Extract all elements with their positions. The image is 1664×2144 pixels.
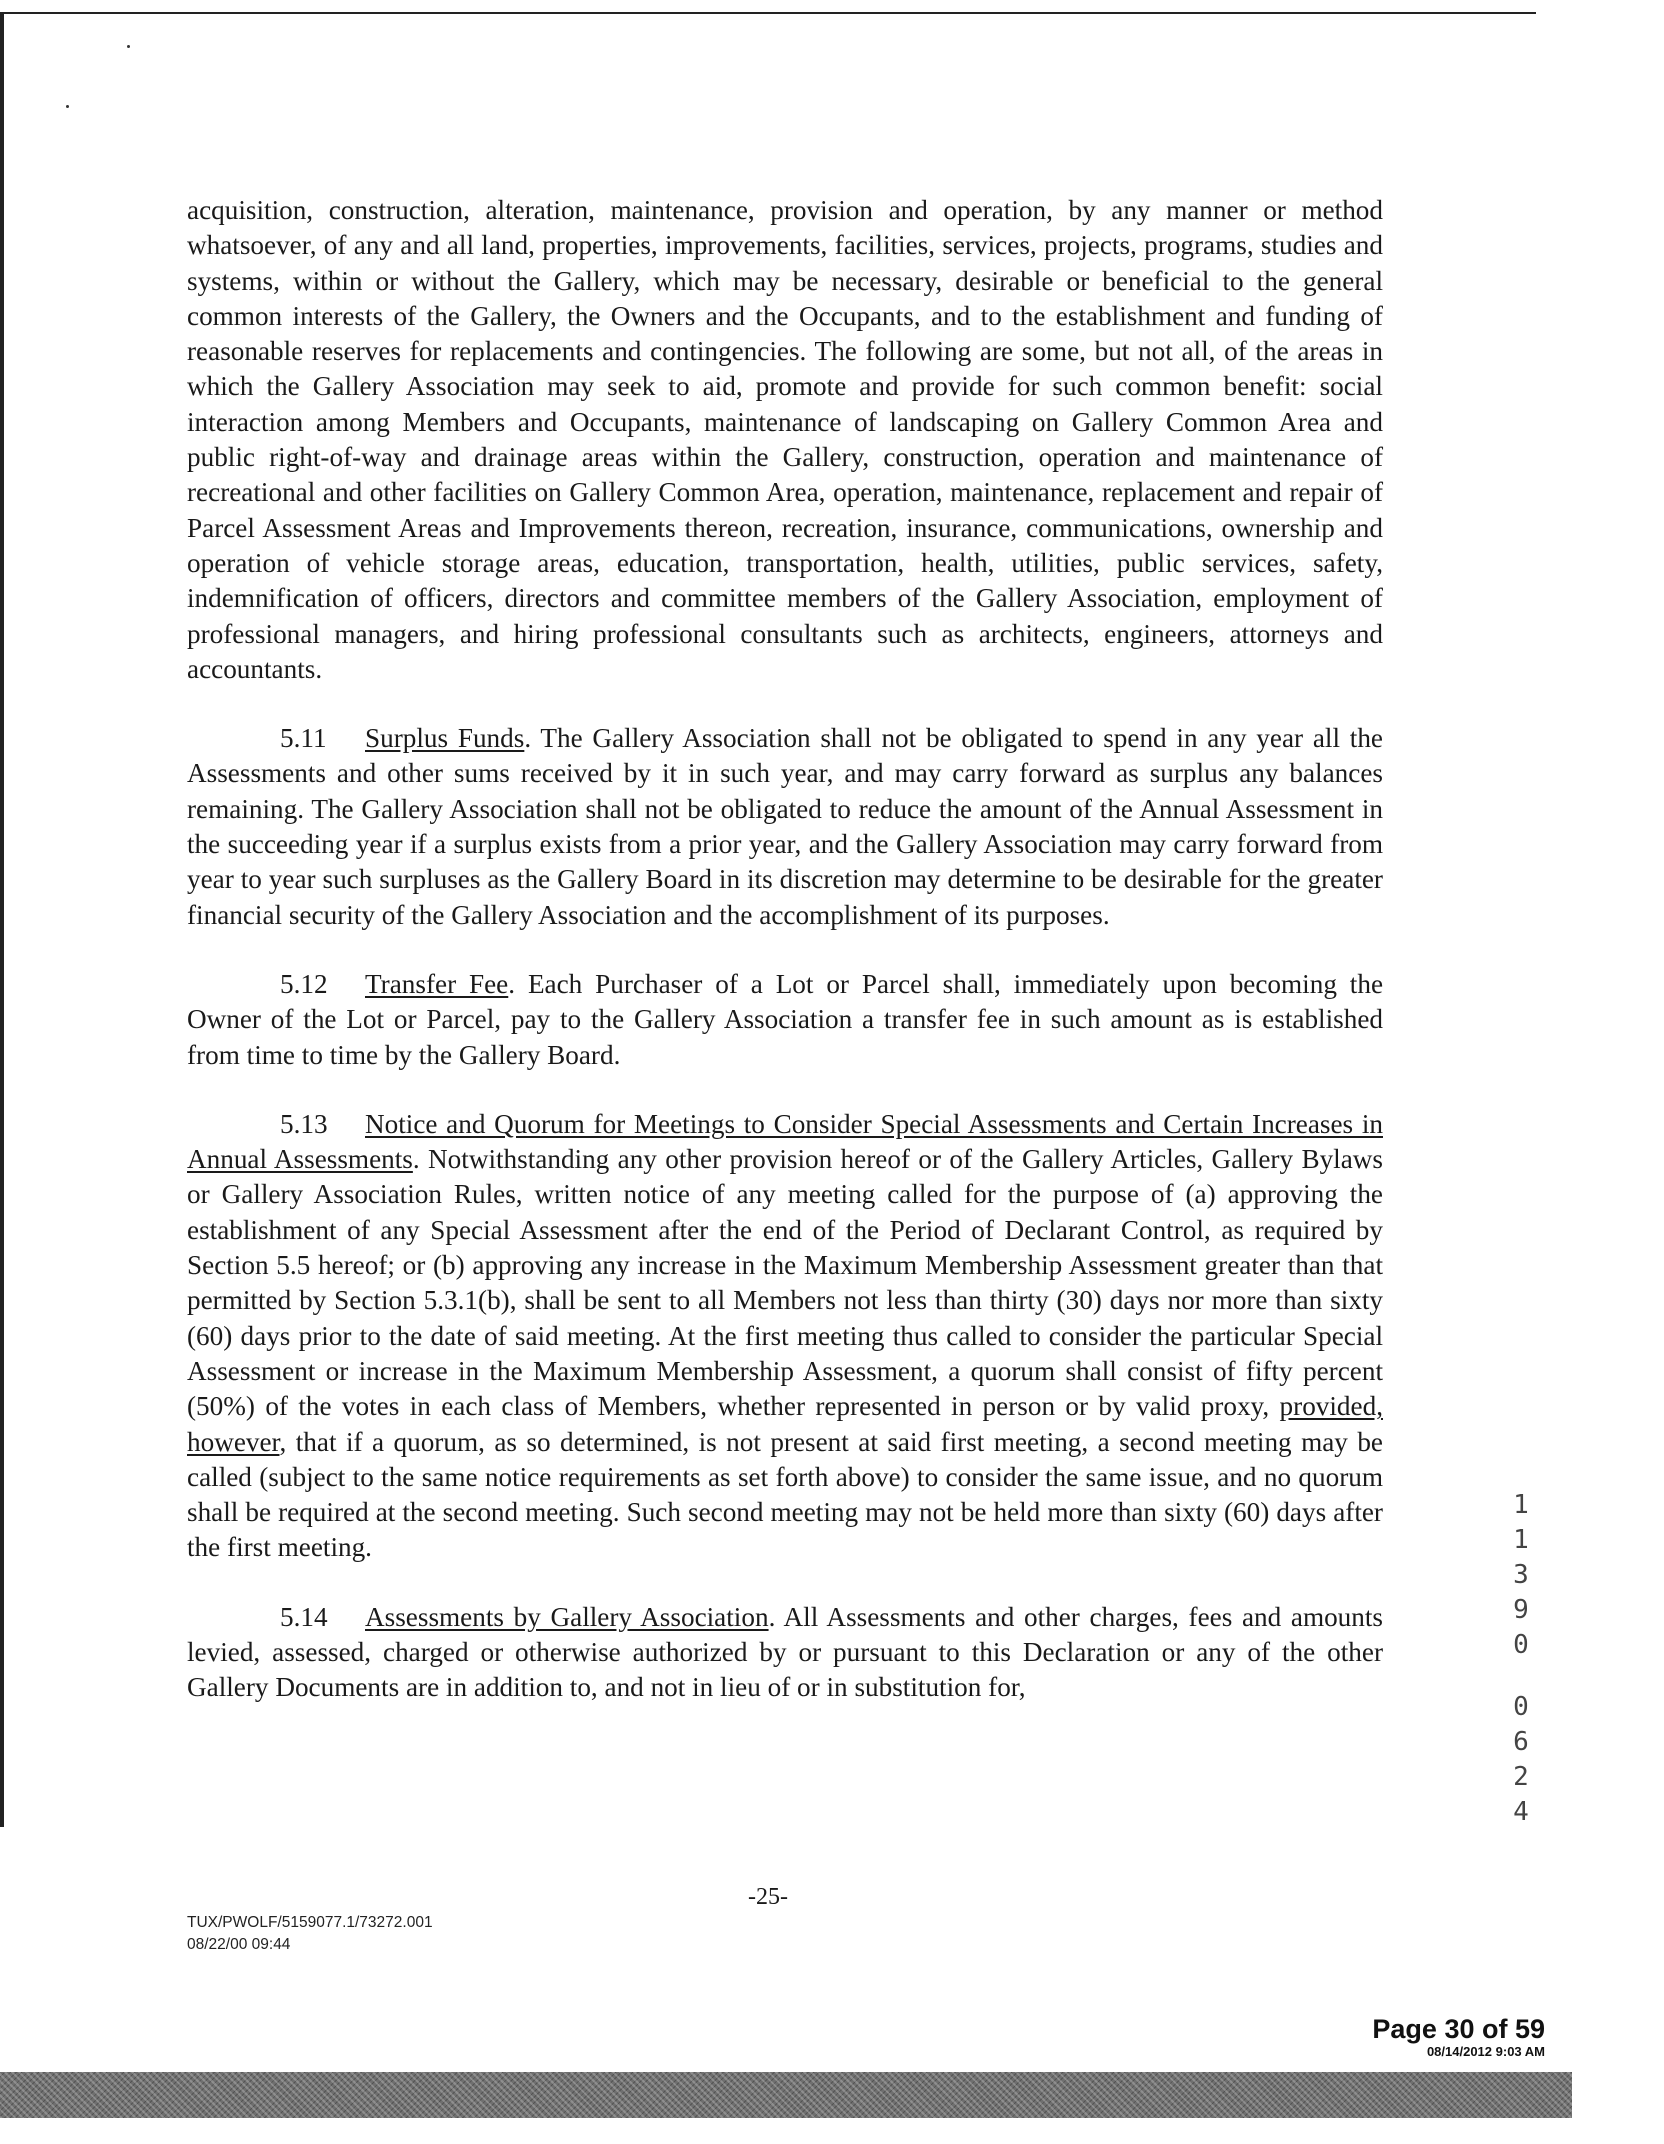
- print-timestamp: 08/14/2012 9:03 AM: [1426, 2044, 1545, 2059]
- section-title: Assessments by Gallery Association: [365, 1601, 769, 1632]
- stamp-digit: 4: [1513, 1797, 1529, 1827]
- stamp-digit: 9: [1513, 1595, 1529, 1625]
- stamp-digit: 2: [1513, 1762, 1529, 1792]
- scan-speck: [127, 45, 130, 48]
- section-5-11: [187, 721, 1383, 933]
- section-text: . All Assessments and other charges, fees and amounts levied, assessed, charged or otherwise authorized by or pursuant to this Declaration or any of the other Gallery Documents are in addition to, and not in lieu of or in substitution for,: [187, 1601, 1384, 1703]
- section-number: 5.11: [280, 723, 327, 754]
- page-number: -25-: [748, 1884, 788, 1910]
- section-text: . Each Purchaser of a Lot or Parcel shall, immediately upon becoming the Owner of the Lot or Parcel, pay to the Gallery Association a transfer fee in such amount as is established from time to time by the Gallery Board.: [187, 968, 1384, 1070]
- stamp-digit: 0: [1513, 1630, 1529, 1660]
- section-title: Transfer Fee: [365, 968, 509, 999]
- paragraph-continuation: acquisition, construction, alteration, maintenance, provision and operation, by any manner or method whatsoever, of any and all land, properties, improvements, facilities, services, projects, programs, studies and systems, within or without the Gallery, which may be necessary, desirable or beneficial to the general common interests of the Gallery, the Owners and the Occupants, and to the establishment and funding of reasonable reserves for replacements and contingencies. The following are some, but not all, of the areas in which the Gallery Association may seek to aid, promote and provide for such common benefit: social interaction among Members and Occupants, maintenance of landscaping on Gallery Common Area and public right-of-way and drainage areas within the Gallery, construction, operation and maintenance of recreational and other facilities on Gallery Common Area, operation, maintenance, replacement and repair of Parcel Assessment Areas and Improvements thereon, recreation, insurance, communications, ownership and operation of vehicle storage areas, education, transportation, health, utilities, public services, safety, indemnification of officers, directors and committee members of the Gallery Association, employment of professional managers, and hiring professional consultants such as architects, engineers, attorneys and accountants.: [187, 195, 1383, 684]
- section-5-14: [187, 1600, 1383, 1706]
- document-body: [187, 193, 1383, 1740]
- scan-frame-left: [0, 12, 4, 1827]
- page-counter: [1372, 2014, 1545, 2060]
- stamp-digit: 3: [1513, 1560, 1529, 1590]
- section-5-13: [187, 1107, 1383, 1566]
- document-id: [187, 1912, 433, 1956]
- stamp-digit: 1: [1513, 1525, 1529, 1555]
- section-text-continued: , that if a quorum, as so determined, is not present at said first meeting, a second meeting may be called (subject to the same notice requirements as set forth above) to consider the same issue, and no quorum shall be required at the second meeting. Such second meeting may not be held more than sixty (60) days after the first meeting.: [187, 1426, 1383, 1563]
- recording-stamp-top: [1508, 1488, 1534, 1663]
- scan-noise-bar: [0, 2072, 1572, 2118]
- scan-frame-top: [0, 12, 1536, 14]
- section-title: Surplus Funds: [365, 723, 525, 754]
- document-date-line: 08/22/00 09:44: [187, 1936, 291, 1953]
- section-number: 5.13: [280, 1108, 328, 1139]
- recording-stamp-bottom: [1508, 1690, 1534, 1830]
- section-number: 5.14: [280, 1601, 328, 1632]
- stamp-digit: 1: [1513, 1490, 1529, 1520]
- section-title: Notice and Quorum for Meetings to Consider Special Assessments and Certain Increases in Annual Assessments: [187, 1108, 1383, 1175]
- section-number: 5.12: [280, 968, 328, 999]
- page-of-total: Page 30 of 59: [1372, 2014, 1545, 2044]
- section-5-12: [187, 967, 1383, 1073]
- stamp-digit: 0: [1513, 1692, 1529, 1722]
- scan-speck: [66, 105, 69, 108]
- provided-however: provided, however: [187, 1391, 1383, 1457]
- section-text: . Notwithstanding any other provision hereof or of the Gallery Articles, Gallery Bylaws or Gallery Association Rules, written notice of any meeting called for the purpose of (a) approving the establishment of any Special Assessment after the end of the Period of Declarant Control, as required by Section 5.5 hereof; or (b) approving any increase in the Maximum Membership Assessment greater than that permitted by Section 5.3.1(b), shall be sent to all Members not less than thirty (30) days nor more than sixty (60) days prior to the date of said meeting. At the first meeting thus called to consider the particular Special Assessment or increase in the Maximum Membership Assessment, a quorum shall consist of fifty percent (50%) of the votes in each class of Members, whether represented in person or by valid proxy,: [187, 1144, 1384, 1422]
- stamp-digit: 6: [1513, 1727, 1529, 1757]
- document-id-line: TUX/PWOLF/5159077.1/73272.001: [187, 1914, 433, 1931]
- section-text: . The Gallery Association shall not be obligated to spend in any year all the Assessments and other sums received by it in such year, and may carry forward as surplus any balances remaining. The Gallery Association shall not be obligated to reduce the amount of the Annual Assessment in the succeeding year if a surplus exists from a prior year, and the Gallery Association may carry forward from year to year such surpluses as the Gallery Board in its discretion may determine to be desirable for the greater financial security of the Gallery Association and the accomplishment of its purposes.: [187, 723, 1383, 930]
